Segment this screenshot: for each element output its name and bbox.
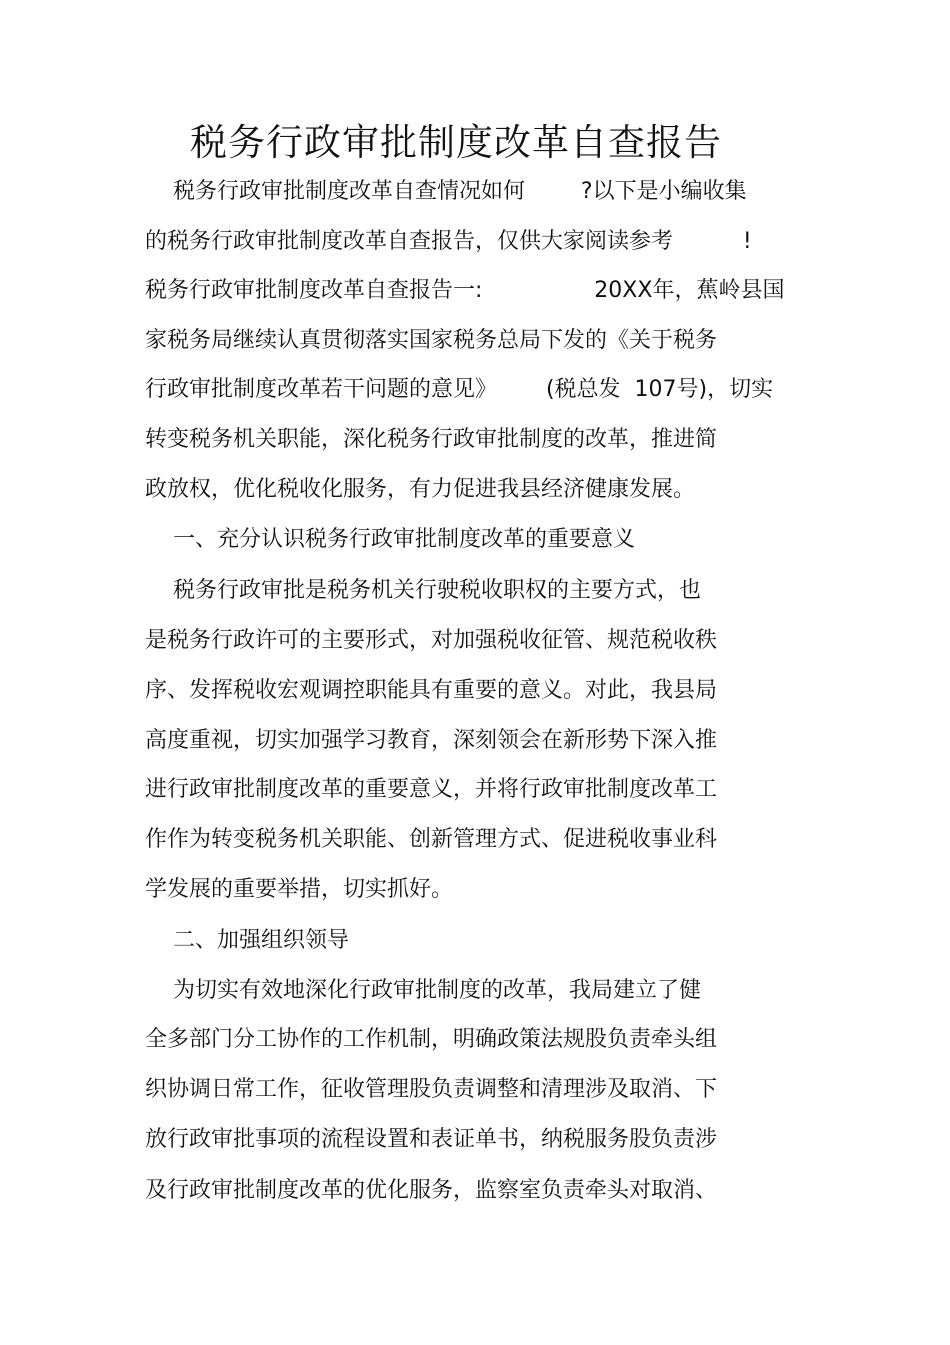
document-title: 税务行政审批制度改革自查报告 <box>190 121 722 164</box>
body-line: 序、发挥税收宏观调控职能具有重要的意义。对此，我县局 <box>145 678 718 703</box>
body-line: 进行政审批制度改革的重要意义，并将行政审批制度改革工 <box>145 777 718 802</box>
body-line: 全多部门分工协作的工作机制，明确政策法规股负责牵头组 <box>145 1027 718 1052</box>
body-line: 是税务行政许可的主要形式，对加强税收征管、规范税收秩 <box>145 628 718 653</box>
body-line: 的税务行政审批制度改革自查报告，仅供大家阅读参考 ! <box>145 229 752 254</box>
body-line: 税务行政审批制度改革自查情况如何 ?以下是小编收集 <box>145 179 747 204</box>
body-line: 税务行政审批制度改革自查报告一: 20XX年，蕉岭县国 <box>145 278 785 303</box>
body-line: 高度重视，切实加强学习教育，深刻领会在新形势下深入推 <box>145 728 718 753</box>
body-line: 政放权，优化税收化服务，有力促进我县经济健康发展。 <box>145 477 696 502</box>
body-line: 学发展的重要举措，切实抓好。 <box>145 877 454 902</box>
body-line: 织协调日常工作，征收管理股负责调整和清理涉及取消、下 <box>145 1077 718 1102</box>
body-line: 为切实有效地深化行政审批制度的改革，我局建立了健 <box>145 978 701 1003</box>
body-line: 税务行政审批是税务机关行驶税收职权的主要方式，也 <box>145 578 701 603</box>
section-heading: 一、充分认识税务行政审批制度改革的重要意义 <box>145 527 635 552</box>
body-line: 及行政审批制度改革的优化服务，监察室负责牵头对取消、 <box>145 1178 718 1203</box>
body-line: 家税务局继续认真贯彻落实国家税务总局下发的《关于税务 <box>145 328 718 353</box>
body-line: 作作为转变税务机关职能、创新管理方式、促进税收事业科 <box>145 827 718 852</box>
body-line: 行政审批制度改革若干问题的意见》 (税总发 107号)，切实 <box>145 377 774 402</box>
body-line: 放行政审批事项的流程设置和表证单书，纳税服务股负责涉 <box>145 1127 718 1152</box>
section-heading: 二、加强组织领导 <box>145 928 349 953</box>
body-line: 转变税务机关职能，深化税务行政审批制度的改革，推进简 <box>145 427 718 452</box>
